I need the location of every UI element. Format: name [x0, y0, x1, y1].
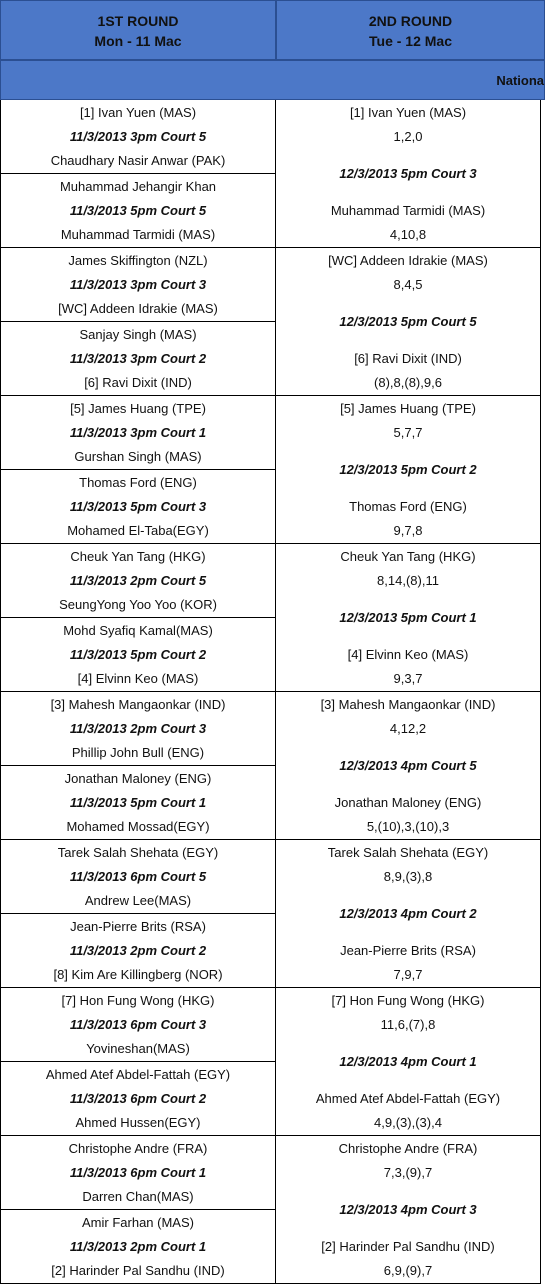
- round1-cell: [0, 988, 276, 1136]
- player-bottom: [6] Ravi Dixit (IND): [354, 351, 462, 366]
- round2-header: [276, 0, 545, 60]
- player-bottom: [2] Harinder Pal Sandhu (IND): [321, 1239, 495, 1254]
- match-schedule: 11/3/2013 5pm Court 2: [69, 647, 207, 662]
- round1-match: [1, 1062, 275, 1136]
- round2-cell: [276, 248, 541, 396]
- round1-match: [1, 1136, 275, 1210]
- player-top-score: 4,12,2: [389, 721, 427, 736]
- player-top: [WC] Addeen Idrakie (MAS): [328, 253, 488, 268]
- match-schedule: 12/3/2013 5pm Court 5: [339, 314, 477, 329]
- player-bottom: Jonathan Maloney (ENG): [334, 795, 482, 810]
- player-top-score: 11,6,(7),8: [380, 1017, 436, 1032]
- player-bottom: Ahmed Hussen(EGY): [75, 1115, 201, 1130]
- match-schedule: 12/3/2013 4pm Court 2: [339, 906, 477, 921]
- draw-table: [0, 100, 545, 1284]
- player-bottom: [4] Elvinn Keo (MAS): [77, 671, 199, 686]
- player-bottom-score: 9,7,8: [393, 523, 423, 538]
- player-top: Jonathan Maloney (ENG): [64, 771, 212, 786]
- player-top: Muhammad Jehangir Khan: [59, 179, 217, 194]
- draw-block: [0, 396, 545, 544]
- player-top: Tarek Salah Shehata (EGY): [327, 845, 489, 860]
- draw-block: [0, 248, 545, 396]
- match-schedule: 12/3/2013 5pm Court 2: [339, 462, 477, 477]
- round1-cell: [0, 396, 276, 544]
- round1-match: [1, 100, 275, 174]
- player-top: Sanjay Singh (MAS): [79, 327, 197, 342]
- player-bottom: Gurshan Singh (MAS): [74, 449, 202, 464]
- player-bottom-score: 6,9,(9),7: [383, 1263, 433, 1278]
- match-schedule: 11/3/2013 6pm Court 2: [69, 1091, 207, 1106]
- player-top: Tarek Salah Shehata (EGY): [57, 845, 219, 860]
- match-schedule: 11/3/2013 5pm Court 1: [69, 795, 207, 810]
- round1-match: [1, 840, 275, 914]
- player-bottom: Yovineshan(MAS): [86, 1041, 190, 1056]
- player-bottom: Mohamed El-Taba(EGY): [67, 523, 209, 538]
- player-bottom: [8] Kim Are Killingberg (NOR): [53, 967, 223, 982]
- player-bottom-score: 5,(10),3,(10),3: [366, 819, 450, 834]
- player-top-score: 8,9,(3),8: [383, 869, 433, 884]
- round1-cell: [0, 1136, 276, 1284]
- round1-match: [1, 248, 275, 322]
- match-schedule: 11/3/2013 6pm Court 3: [69, 1017, 207, 1032]
- player-bottom: Ahmed Atef Abdel-Fattah (EGY): [315, 1091, 501, 1106]
- player-top: Thomas Ford (ENG): [79, 475, 197, 490]
- draw-block: [0, 544, 545, 692]
- match-schedule: 11/3/2013 2pm Court 3: [69, 721, 207, 736]
- round1-match: [1, 322, 275, 396]
- round1-match: [1, 544, 275, 618]
- round1-match: [1, 692, 275, 766]
- player-bottom-score: 9,3,7: [393, 671, 423, 686]
- draw-block: [0, 1136, 545, 1284]
- match-schedule: 11/3/2013 6pm Court 1: [69, 1165, 207, 1180]
- round1-header: [0, 0, 276, 60]
- player-top: Jean-Pierre Brits (RSA): [70, 919, 206, 934]
- player-top: [7] Hon Fung Wong (HKG): [331, 993, 485, 1008]
- round1-cell: [0, 100, 276, 248]
- player-top: [5] James Huang (TPE): [340, 401, 476, 416]
- round1-match: [1, 988, 275, 1062]
- player-bottom: [2] Harinder Pal Sandhu (IND): [51, 1263, 225, 1278]
- player-bottom-score: 4,9,(3),(3),4: [374, 1115, 442, 1130]
- match-schedule: 11/3/2013 3pm Court 3: [69, 277, 207, 292]
- round1-title: 1ST ROUND: [97, 13, 179, 29]
- round2-cell: [276, 544, 541, 692]
- player-bottom: [WC] Addeen Idrakie (MAS): [58, 301, 218, 316]
- player-top: [3] Mahesh Mangaonkar (IND): [320, 697, 496, 712]
- match-schedule: 11/3/2013 2pm Court 2: [69, 943, 207, 958]
- player-top: Mohd Syafiq Kamal(MAS): [63, 623, 213, 638]
- player-top-score: 7,3,(9),7: [383, 1165, 433, 1180]
- player-top-score: 1,2,0: [393, 129, 423, 144]
- player-top: Cheuk Yan Tang (HKG): [70, 549, 206, 564]
- player-bottom: [6] Ravi Dixit (IND): [84, 375, 192, 390]
- round1-match: [1, 914, 275, 988]
- round2-cell: [276, 988, 541, 1136]
- match-schedule: 11/3/2013 2pm Court 5: [69, 573, 207, 588]
- player-top: Amir Farhan (MAS): [82, 1215, 194, 1230]
- round2-cell: [276, 692, 541, 840]
- player-bottom-score: (8),8,(8),9,6: [374, 375, 442, 390]
- round1-cell: [0, 248, 276, 396]
- round1-match: [1, 766, 275, 840]
- round2-cell: [276, 1136, 541, 1284]
- player-bottom: Jean-Pierre Brits (RSA): [340, 943, 476, 958]
- player-top: [5] James Huang (TPE): [70, 401, 206, 416]
- match-schedule: 12/3/2013 4pm Court 5: [339, 758, 477, 773]
- player-bottom: Muhammad Tarmidi (MAS): [330, 203, 486, 218]
- round1-match: [1, 470, 275, 544]
- match-schedule: 12/3/2013 4pm Court 1: [339, 1054, 477, 1069]
- draw-block: [0, 692, 545, 840]
- match-schedule: 11/3/2013 3pm Court 2: [69, 351, 207, 366]
- match-schedule: 12/3/2013 5pm Court 1: [339, 610, 477, 625]
- round1-match: [1, 618, 275, 692]
- player-bottom-score: 7,9,7: [393, 967, 423, 982]
- player-top: Christophe Andre (FRA): [338, 1141, 478, 1156]
- match-schedule: 11/3/2013 6pm Court 5: [69, 869, 207, 884]
- round1-date: Mon - 11 Mac: [94, 33, 182, 49]
- player-top: [7] Hon Fung Wong (HKG): [61, 993, 215, 1008]
- round1-cell: [0, 544, 276, 692]
- match-schedule: 11/3/2013 3pm Court 5: [69, 129, 207, 144]
- round2-cell: [276, 100, 541, 248]
- round1-cell: [0, 692, 276, 840]
- player-top-score: 8,4,5: [393, 277, 423, 292]
- player-top: Ahmed Atef Abdel-Fattah (EGY): [45, 1067, 231, 1082]
- player-top-score: 5,7,7: [393, 425, 423, 440]
- player-top: James Skiffington (NZL): [68, 253, 208, 268]
- player-top-score: 8,14,(8),11: [377, 573, 439, 588]
- match-schedule: 11/3/2013 5pm Court 5: [69, 203, 207, 218]
- player-bottom-score: 4,10,8: [389, 227, 427, 242]
- player-top: [1] Ivan Yuen (MAS): [79, 105, 197, 120]
- player-top: Cheuk Yan Tang (HKG): [340, 549, 476, 564]
- round2-date: Tue - 12 Mac: [369, 33, 452, 49]
- draw-block: [0, 100, 545, 248]
- player-top: [1] Ivan Yuen (MAS): [349, 105, 467, 120]
- draw-block: [0, 840, 545, 988]
- round1-match: [1, 396, 275, 470]
- match-schedule: 12/3/2013 5pm Court 3: [339, 166, 477, 181]
- player-bottom: SeungYong Yoo Yoo (KOR): [59, 597, 217, 612]
- player-bottom: [4] Elvinn Keo (MAS): [347, 647, 469, 662]
- player-bottom: Mohamed Mossad(EGY): [66, 819, 210, 834]
- player-bottom: Thomas Ford (ENG): [349, 499, 467, 514]
- round2-cell: [276, 840, 541, 988]
- round1-cell: [0, 840, 276, 988]
- player-bottom: Darren Chan(MAS): [82, 1189, 194, 1204]
- match-schedule: 11/3/2013 5pm Court 3: [69, 499, 207, 514]
- banner-text: Nationa: [496, 73, 544, 88]
- player-bottom: Phillip John Bull (ENG): [71, 745, 205, 760]
- round2-cell: [276, 396, 541, 544]
- round2-title: 2ND ROUND: [368, 13, 453, 29]
- section-banner: [0, 60, 545, 100]
- player-bottom: Muhammad Tarmidi (MAS): [60, 227, 216, 242]
- player-bottom: Andrew Lee(MAS): [84, 893, 192, 908]
- draw-block: [0, 988, 545, 1136]
- player-top: Christophe Andre (FRA): [68, 1141, 208, 1156]
- player-bottom: Chaudhary Nasir Anwar (PAK): [50, 153, 226, 168]
- round1-match: [1, 174, 275, 248]
- match-schedule: 11/3/2013 3pm Court 1: [69, 425, 207, 440]
- round1-match: [1, 1210, 275, 1284]
- match-schedule: 11/3/2013 2pm Court 1: [69, 1239, 207, 1254]
- match-schedule: 12/3/2013 4pm Court 3: [339, 1202, 477, 1217]
- player-top: [3] Mahesh Mangaonkar (IND): [50, 697, 226, 712]
